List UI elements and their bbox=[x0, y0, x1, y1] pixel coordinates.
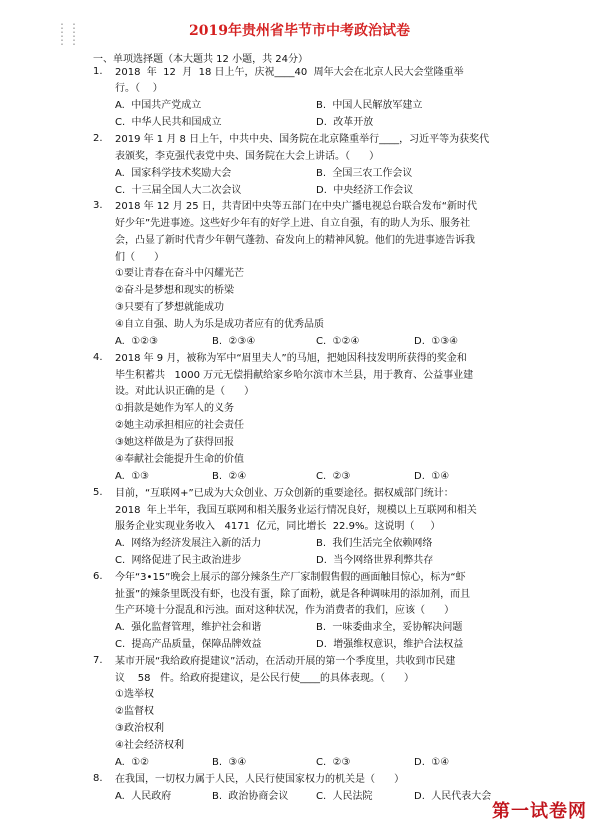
statement: ①要让青春在奋斗中闪耀光芒 bbox=[115, 268, 244, 279]
statement: ③只要有了梦想就能成功 bbox=[115, 302, 224, 313]
question-text: 今年“3•15”晚会上展示的部分辣条生产厂家制假售假的画面触目惊心，标为“虾 bbox=[115, 572, 466, 583]
question-text: 表颁奖，李克强代表党中央、国务院在大会上讲话。（ ） bbox=[115, 151, 380, 162]
question-text: 们（ ） bbox=[115, 252, 165, 263]
option-a: A. ①② bbox=[115, 757, 150, 768]
statement: ④奉献社会能提升生命的价值 bbox=[115, 454, 244, 465]
question-number: 1. bbox=[93, 66, 103, 77]
question-text: 扯蛋”的辣条里既没有虾，也没有蛋，除了面粉，就是各种调味用的添加剂，而且 bbox=[115, 589, 471, 600]
statement: ④社会经济权利 bbox=[115, 740, 184, 751]
option-b: B. ②④ bbox=[212, 471, 247, 482]
option-b: B. 中国人民解放军建立 bbox=[316, 100, 423, 111]
option-c: C. 提高产品质量，保障品牌效益 bbox=[115, 639, 262, 650]
option-c: C. ②③ bbox=[316, 757, 351, 768]
option-a: A. 国家科学技术奖励大会 bbox=[115, 168, 232, 179]
question-text: 目前，“互联网+”已成为大众创业、万众创新的重要途径。据权威部门统计： bbox=[115, 488, 454, 499]
option-d: D. ①④ bbox=[414, 757, 450, 768]
option-b: B. 全国三农工作会议 bbox=[316, 168, 413, 179]
option-b: B. 一味委曲求全，妥协解决问题 bbox=[316, 622, 463, 633]
option-a: A. ①②③ bbox=[115, 336, 159, 347]
question-number: 2. bbox=[93, 133, 103, 144]
question-text: 设。对此认识正确的是（ ） bbox=[115, 386, 255, 397]
option-c: C. 人民法院 bbox=[316, 791, 373, 802]
page-title: 2019年贵州省毕节市中考政治试卷 bbox=[189, 23, 410, 39]
question-text: 某市开展“我给政府提建议”活动，在活动开展的第一个季度里，共收到市民建 bbox=[115, 656, 456, 667]
option-d: D. 中央经济工作会议 bbox=[316, 185, 414, 196]
option-a: A. 强化监督管理，维护社会和谐 bbox=[115, 622, 262, 633]
question-text: 好少年”先进事迹。这些好少年有的好学上进、自立自强，有的助人为乐、服务社 bbox=[115, 218, 471, 229]
question-text: 2018 年 12 月 25 日，共青团中央等五部门在中央广播电视总台联合发布“新时代 bbox=[115, 201, 477, 212]
option-a: A. 中国共产党成立 bbox=[115, 100, 202, 111]
option-c: C. 十三届全国人大二次会议 bbox=[115, 185, 242, 196]
question-number: 5. bbox=[93, 487, 103, 498]
option-b: B. ②③④ bbox=[212, 336, 256, 347]
drag-handle-icon[interactable]: ⋮⋮ ⋮⋮ bbox=[56, 21, 80, 47]
question-text: 会，凸显了新时代青少年朝气蓬勃、奋发向上的精神风貌。他们的先进事迹告诉我 bbox=[115, 235, 475, 246]
option-d: D. 改革开放 bbox=[316, 117, 374, 128]
option-a: A. ①③ bbox=[115, 471, 150, 482]
question-text: 2018 年 12 月 18 日上午，庆祝____40 周年大会在北京人民大会堂隆重举 bbox=[115, 67, 464, 78]
statement: ②奋斗是梦想和现实的桥梁 bbox=[115, 285, 234, 296]
statement: ②她主动承担相应的社会责任 bbox=[115, 420, 244, 431]
option-b: B. 政治协商会议 bbox=[212, 791, 289, 802]
option-d: D. 人民代表大会 bbox=[414, 791, 492, 802]
option-d: D. ①④ bbox=[414, 471, 450, 482]
question-text: 在我国，一切权力属于人民，人民行使国家权力的机关是（ ） bbox=[115, 774, 405, 785]
option-c: C. 中华人民共和国成立 bbox=[115, 117, 222, 128]
statement: ②监督权 bbox=[115, 706, 154, 717]
option-d: D. ①③④ bbox=[414, 336, 459, 347]
statement: ④自立自强、助人为乐是成功者应有的优秀品质 bbox=[115, 319, 324, 330]
statement: ③政治权利 bbox=[115, 723, 164, 734]
option-b: B. 我们生活完全依赖网络 bbox=[316, 538, 433, 549]
section-heading: 一、单项选择题（本大题共 12 小题，共 24分） bbox=[93, 54, 308, 65]
question-text: 2018 年 9 月，被称为军中“眉里夫人”的马旭，把她因科技发明所获得的奖金和 bbox=[115, 353, 467, 364]
question-text: 毕生积蓄共 1000 万元无偿捐献给家乡哈尔滨市木兰县，用于教育、公益事业建 bbox=[115, 370, 474, 381]
option-d: D. 当今网络世界利弊共存 bbox=[316, 555, 434, 566]
option-b: B. ③④ bbox=[212, 757, 247, 768]
question-text: 议 58 件。给政府提建议，是公民行使____的具体表现。（ ） bbox=[115, 673, 415, 684]
question-text: 生产环境十分混乱和污浊。面对这种状况，作为消费者的我们，应该（ ） bbox=[115, 605, 455, 616]
option-c: C. ①②④ bbox=[316, 336, 360, 347]
question-text: 2019 年 1 月 8 日上午，中共中央、国务院在北京隆重举行____，习近平等为获奖代 bbox=[115, 134, 490, 145]
statement: ①捐款是她作为军人的义务 bbox=[115, 403, 234, 414]
option-c: C. ②③ bbox=[316, 471, 351, 482]
question-number: 4. bbox=[93, 352, 103, 363]
option-a: A. 网络为经济发展注入新的活力 bbox=[115, 538, 262, 549]
question-number: 3. bbox=[93, 200, 103, 211]
option-d: D. 增强维权意识，维护合法权益 bbox=[316, 639, 464, 650]
question-number: 7. bbox=[93, 655, 103, 666]
watermark-logo: 第一试卷网 bbox=[492, 801, 587, 822]
statement: ③她这样做是为了获得回报 bbox=[115, 437, 234, 448]
question-number: 8. bbox=[93, 773, 103, 784]
option-c: C. 网络促进了民主政治进步 bbox=[115, 555, 242, 566]
option-a: A. 人民政府 bbox=[115, 791, 172, 802]
question-text: 服务企业实现业务收入 4171 亿元，同比增长 22.9%。这说明（ ） bbox=[115, 521, 441, 532]
statement: ①选举权 bbox=[115, 689, 154, 700]
question-text: 2018 年上半年，我国互联网和相关服务业运行情况良好，规模以上互联网和相关 bbox=[115, 505, 477, 516]
question-number: 6. bbox=[93, 571, 103, 582]
question-text: 行。（ ） bbox=[115, 83, 163, 94]
